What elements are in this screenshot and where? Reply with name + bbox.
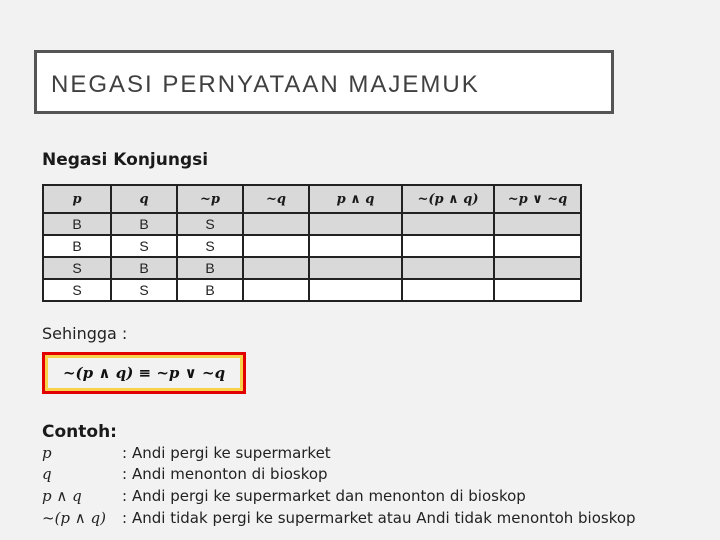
table-cell [309,213,402,235]
example-symbol: p [42,444,52,462]
table-row [43,279,581,301]
table-cell [494,257,581,279]
table-cell: B [43,213,111,235]
page-title: NEGASI PERNYATAAN MAJEMUK [51,71,480,98]
table-cell [402,213,494,235]
example-symbol: q [42,465,52,483]
table-cell [494,235,581,257]
example-symbol: p ∧ q [42,487,82,505]
header-not-p-or-not-q: ~p ∨ ~q [494,185,581,213]
sehingga-label: Sehingga : [42,324,128,343]
table-cell [243,257,309,279]
header-not-q: ~q [243,185,309,213]
example-text: Andi pergi ke supermarket dan menonton di bioskop [132,487,526,505]
table-cell: S [111,235,177,257]
table-row [43,235,581,257]
example-colon: : [122,487,128,505]
table-cell: S [43,257,111,279]
table-cell: B [177,257,243,279]
table-cell [243,279,309,301]
header-p-and-q: p ∧ q [309,185,402,213]
example-symbol: ~(p ∧ q) [42,509,106,527]
example-text: Andi pergi ke supermarket [132,444,331,462]
table-cell: S [177,235,243,257]
table-cell [309,257,402,279]
table-cell [402,257,494,279]
table-cell [243,235,309,257]
table-row [43,213,581,235]
table-cell [494,213,581,235]
formula-text: ~(p ∧ q) ≡ ~p ∨ ~q [48,358,240,388]
table-cell [243,213,309,235]
table-cell: S [111,279,177,301]
section-heading: Negasi Konjungsi [42,150,209,170]
header-not-p: ~p [177,185,243,213]
table-cell [309,279,402,301]
table-cell [494,279,581,301]
truth-table [42,184,582,302]
example-colon: : [122,509,128,527]
table-cell: B [111,257,177,279]
table-header-row [43,185,581,213]
header-q: q [111,185,177,213]
header-not-p-and-q: ~(p ∧ q) [402,185,494,213]
example-text: Andi menonton di bioskop [132,465,328,483]
table-cell: B [43,235,111,257]
table-cell [402,279,494,301]
example-text: Andi tidak pergi ke supermarket atau Andi tidak menontoh bioskop [132,509,636,527]
highlighted-formula-box [42,352,246,394]
example-colon: : [122,465,128,483]
table-row [43,257,581,279]
table-cell: B [177,279,243,301]
example-colon: : [122,444,128,462]
table-cell: B [111,213,177,235]
table-cell: S [177,213,243,235]
header-p: p [43,185,111,213]
table-cell: S [43,279,111,301]
table-cell [309,235,402,257]
title-box [34,50,614,114]
contoh-heading: Contoh: [42,422,117,442]
table-cell [402,235,494,257]
